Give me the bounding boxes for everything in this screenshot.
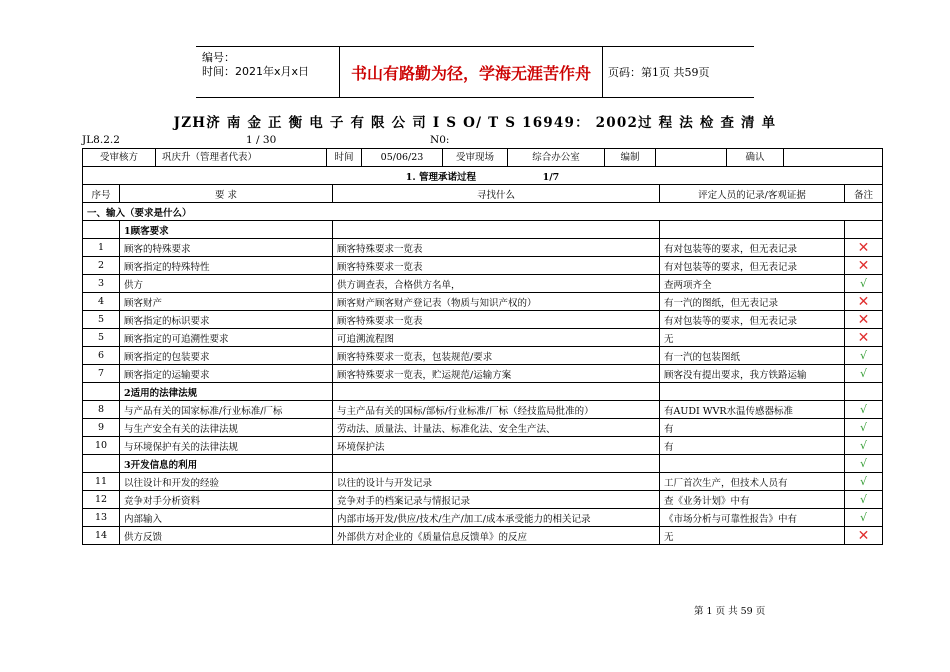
cross-icon: ✕ xyxy=(845,527,883,545)
row-look-for: 顾客财产顾客财产登记表（物质与知识产权的） xyxy=(333,293,660,311)
row-requirement: 与产品有关的国家标准/行业标准/厂标 xyxy=(120,401,333,419)
row-evidence: 无 xyxy=(660,329,845,347)
row-requirement: 与环境保护有关的法律法规 xyxy=(120,437,333,455)
check-icon: √ xyxy=(845,437,883,455)
row-look-for: 环境保护法 xyxy=(333,437,660,455)
prepared-label: 编制 xyxy=(605,149,656,166)
motto: 书山有路勤为径，学海无涯苦作舟 xyxy=(339,47,603,97)
group-look-cell xyxy=(333,455,660,473)
row-requirement: 顾客的特殊要求 xyxy=(120,239,333,257)
row-evidence: 有 xyxy=(660,437,845,455)
group-title: 1顾客要求 xyxy=(120,221,333,239)
group-evidence-cell xyxy=(660,221,845,239)
row-seq: 5 xyxy=(83,311,120,329)
check-icon: √ xyxy=(845,491,883,509)
group-evidence-cell xyxy=(660,455,845,473)
check-icon: √ xyxy=(845,455,883,473)
column-header-requirement: 要 求 xyxy=(120,185,333,203)
header-left xyxy=(202,51,340,79)
row-seq: 8 xyxy=(83,401,120,419)
row-seq: 3 xyxy=(83,275,120,293)
check-icon: √ xyxy=(845,347,883,365)
row-requirement: 顾客指定的包装要求 xyxy=(120,347,333,365)
check-icon: √ xyxy=(845,419,883,437)
table-row xyxy=(83,419,883,437)
row-evidence: 无 xyxy=(660,527,845,545)
table-row xyxy=(83,491,883,509)
auditee-label: 受审核方 xyxy=(83,149,156,166)
row-evidence: 有一汽的包装图纸 xyxy=(660,347,845,365)
row-seq: 6 xyxy=(83,347,120,365)
row-look-for: 外部供方对企业的《质量信息反馈单》的反应 xyxy=(333,527,660,545)
row-evidence: 有对包装等的要求，但无表记录 xyxy=(660,311,845,329)
column-header-row xyxy=(83,185,883,203)
time-value: 05/06/23 xyxy=(362,149,443,166)
row-requirement: 内部输入 xyxy=(120,509,333,527)
column-header-evidence: 评定人员的记录/客观证据 xyxy=(660,185,845,203)
table-row xyxy=(83,275,883,293)
group-note-cell xyxy=(845,383,883,401)
cross-icon: ✕ xyxy=(845,311,883,329)
checklist-table xyxy=(82,148,883,545)
row-look-for: 供方调查表，合格供方名单， xyxy=(333,275,660,293)
table-row xyxy=(83,527,883,545)
section-title: 一、输入（要求是什么） xyxy=(83,203,883,221)
check-icon: √ xyxy=(845,365,883,383)
row-requirement: 供方反馈 xyxy=(120,527,333,545)
row-look-for: 顾客特殊要求一览表，包装规范/要求 xyxy=(333,347,660,365)
check-icon: √ xyxy=(845,473,883,491)
cross-icon: ✕ xyxy=(845,329,883,347)
site-label: 受审现场 xyxy=(443,149,508,166)
group-evidence-cell xyxy=(660,383,845,401)
page-footer: 第 1 页 共 59 页 xyxy=(694,606,766,617)
group-title: 3开发信息的利用 xyxy=(120,455,333,473)
row-evidence: 《市场分析与可靠性报告》中有 xyxy=(660,509,845,527)
process-page: 1/7 xyxy=(542,171,560,183)
row-requirement: 顾客指定的运输要求 xyxy=(120,365,333,383)
confirm-value xyxy=(784,149,882,166)
row-seq: 10 xyxy=(83,437,120,455)
column-header-look-for: 寻找什么 xyxy=(333,185,660,203)
row-seq: 1 xyxy=(83,239,120,257)
row-evidence: 有对包装等的要求，但无表记录 xyxy=(660,239,845,257)
time-label: 时间 xyxy=(327,149,362,166)
row-seq: 7 xyxy=(83,365,120,383)
group-seq-cell xyxy=(83,221,120,239)
table-row xyxy=(83,473,883,491)
row-requirement: 以往设计和开发的经验 xyxy=(120,473,333,491)
document-page: 1 / 30 xyxy=(246,134,277,146)
row-look-for: 与主产品有关的国标/部标/行业标准/厂标（经技监局批准的） xyxy=(333,401,660,419)
row-seq: 11 xyxy=(83,473,120,491)
row-requirement: 与生产安全有关的法律法规 xyxy=(120,419,333,437)
group-seq-cell xyxy=(83,383,120,401)
row-seq: 14 xyxy=(83,527,120,545)
prepared-value xyxy=(656,149,727,166)
row-requirement: 顾客指定的可追溯性要求 xyxy=(120,329,333,347)
group-title: 2适用的法律法规 xyxy=(120,383,333,401)
group-look-cell xyxy=(333,383,660,401)
audit-info-row xyxy=(83,149,883,167)
table-row xyxy=(83,509,883,527)
row-look-for: 顾客特殊要求一览表 xyxy=(333,257,660,275)
row-look-for: 竞争对手的档案记录与情报记录 xyxy=(333,491,660,509)
row-seq: 13 xyxy=(83,509,120,527)
column-header-note: 备注 xyxy=(845,185,883,203)
page-header xyxy=(196,46,754,98)
row-look-for: 劳动法、质量法、计量法、标准化法、安全生产法、 xyxy=(333,419,660,437)
row-evidence: 顾客没有提出要求，我方铁路运输 xyxy=(660,365,845,383)
table-row xyxy=(83,365,883,383)
group-note-cell xyxy=(845,221,883,239)
table-row xyxy=(83,347,883,365)
table-row xyxy=(83,257,883,275)
table-row xyxy=(83,437,883,455)
table-row xyxy=(83,311,883,329)
row-requirement: 供方 xyxy=(120,275,333,293)
row-look-for: 顾客特殊要求一览表，贮运规范/运输方案 xyxy=(333,365,660,383)
row-requirement: 顾客指定的特殊特性 xyxy=(120,257,333,275)
group-row xyxy=(83,455,883,473)
group-row xyxy=(83,221,883,239)
row-look-for: 内部市场开发/供应/技术/生产/加工/成本承受能力的相关记录 xyxy=(333,509,660,527)
row-evidence: 有对包装等的要求，但无表记录 xyxy=(660,257,845,275)
group-look-cell xyxy=(333,221,660,239)
row-evidence: 查《业务计划》中有 xyxy=(660,491,845,509)
check-icon: √ xyxy=(845,401,883,419)
auditee-value: 巩庆升（管理者代表） xyxy=(156,149,327,166)
row-look-for: 顾客特殊要求一览表 xyxy=(333,311,660,329)
process-title: 1. 管理承诺过程 xyxy=(405,171,476,183)
page-code: 页码：第1页 共59页 xyxy=(608,66,710,79)
row-evidence: 有 xyxy=(660,419,845,437)
number-label: 编号： xyxy=(202,51,235,64)
document-code: JL8.2.2 xyxy=(82,134,120,146)
row-requirement: 顾客财产 xyxy=(120,293,333,311)
group-row xyxy=(83,383,883,401)
cross-icon: ✕ xyxy=(845,293,883,311)
section-row xyxy=(83,203,883,221)
row-evidence: 有AUDI WVR水温传感器标准 xyxy=(660,401,845,419)
confirm-label: 确认 xyxy=(727,149,784,166)
group-seq-cell xyxy=(83,455,120,473)
table-row xyxy=(83,401,883,419)
table-row xyxy=(83,293,883,311)
row-look-for: 以往的设计与开发记录 xyxy=(333,473,660,491)
check-icon: √ xyxy=(845,509,883,527)
row-look-for: 可追溯流程图 xyxy=(333,329,660,347)
row-seq: 9 xyxy=(83,419,120,437)
row-seq: 2 xyxy=(83,257,120,275)
column-header-seq: 序号 xyxy=(83,185,120,203)
cross-icon: ✕ xyxy=(845,257,883,275)
row-requirement: 竞争对手分析资料 xyxy=(120,491,333,509)
row-evidence: 工厂首次生产，但技术人员有 xyxy=(660,473,845,491)
check-icon: √ xyxy=(845,275,883,293)
row-seq: 4 xyxy=(83,293,120,311)
process-title-row xyxy=(83,167,883,185)
row-seq: 12 xyxy=(83,491,120,509)
site-value: 综合办公室 xyxy=(508,149,605,166)
row-requirement: 顾客指定的标识要求 xyxy=(120,311,333,329)
row-look-for: 顾客特殊要求一览表 xyxy=(333,239,660,257)
document-number-label: N0: xyxy=(430,134,450,146)
row-seq: 5 xyxy=(83,329,120,347)
document-title: JZH济 南 金 正 衡 电 子 有 限 公 司 I S O/ T S 16949： 2002过 程 法 检 查 清 单 xyxy=(173,115,777,131)
time-label: 时间：2021年x月x日 xyxy=(202,65,310,78)
row-evidence: 有一汽的图纸，但无表记录 xyxy=(660,293,845,311)
row-evidence: 查两项齐全 xyxy=(660,275,845,293)
table-row xyxy=(83,239,883,257)
table-row xyxy=(83,329,883,347)
cross-icon: ✕ xyxy=(845,239,883,257)
